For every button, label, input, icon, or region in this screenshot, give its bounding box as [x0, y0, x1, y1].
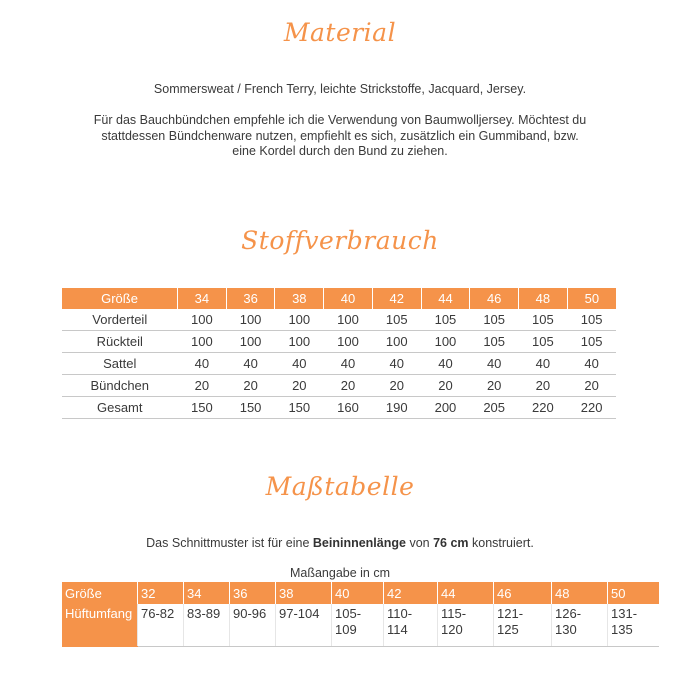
cell-line: 90-96: [233, 606, 267, 621]
cell-line: 125: [497, 622, 519, 637]
table-cell: 20: [275, 375, 324, 397]
table-cell: 100: [226, 331, 275, 353]
table-cell: 20: [519, 375, 568, 397]
hip-row-label: Hüftumfang: [62, 604, 138, 647]
inseam-text-c: von: [405, 536, 434, 550]
table-cell: 105: [567, 331, 616, 353]
size-column-header: Größe: [62, 582, 138, 604]
measure-table-header: [62, 582, 659, 604]
size-header-cell: 38: [275, 288, 324, 309]
cell-line: 83-89: [187, 606, 221, 621]
table-cell: 105: [519, 309, 568, 331]
table-cell: 20: [178, 375, 227, 397]
inseam-info-text: [40, 536, 640, 552]
row-label: Bündchen: [62, 375, 178, 397]
size-header-cell: 36: [230, 582, 276, 604]
inseam-text-e: konstruiert.: [468, 536, 534, 550]
table-cell: 220: [519, 397, 568, 419]
table-row: [62, 397, 616, 419]
table-cell: 100: [372, 331, 421, 353]
measure-heading: Maßtabelle: [265, 472, 415, 501]
table-cell: [276, 604, 332, 647]
table-row: [62, 309, 616, 331]
table-cell: 150: [178, 397, 227, 419]
table-cell: 105: [470, 309, 519, 331]
cell-line: 115-: [441, 606, 467, 621]
table-cell: [438, 604, 494, 647]
table-cell: 40: [275, 353, 324, 375]
cell-line: 97-104: [279, 606, 320, 621]
table-cell: 205: [470, 397, 519, 419]
material-fabrics-text: Sommersweat / French Terry, leichte Strickstoffe, Jacquard, Jersey.: [153, 82, 527, 96]
table-cell: [332, 604, 384, 647]
table-cell: 160: [324, 397, 373, 419]
waistband-line-1: Für das Bauchbündchen empfehle ich die Verwendung von Baumwolljersey. Möchtest du: [93, 113, 587, 127]
table-cell: 105: [470, 331, 519, 353]
table-cell: 20: [470, 375, 519, 397]
table-cell: 100: [178, 309, 227, 331]
cell-line: 131-: [611, 606, 638, 621]
fabric-heading: Stoffverbrauch: [241, 226, 439, 255]
table-cell: 100: [178, 331, 227, 353]
table-cell: 40: [372, 353, 421, 375]
table-cell: 40: [421, 353, 470, 375]
table-cell: 105: [567, 309, 616, 331]
size-header-cell: 46: [494, 582, 552, 604]
table-row: [62, 331, 616, 353]
row-label: Vorderteil: [62, 309, 178, 331]
waistband-line-3: eine Kordel durch den Bund zu ziehen.: [232, 144, 448, 158]
table-cell: 40: [324, 353, 373, 375]
table-cell: 40: [226, 353, 275, 375]
table-cell: [552, 604, 608, 647]
row-label: Rückteil: [62, 331, 178, 353]
table-cell: 20: [421, 375, 470, 397]
table-cell: 100: [226, 309, 275, 331]
measurement-table: [62, 582, 659, 647]
size-header-cell: 32: [138, 582, 184, 604]
hip-row: [62, 604, 659, 647]
size-header-cell: 36: [226, 288, 275, 309]
table-cell: 20: [226, 375, 275, 397]
table-cell: 40: [178, 353, 227, 375]
material-heading: Material: [283, 18, 397, 47]
cell-line: 120: [441, 622, 463, 637]
size-header-cell: 46: [470, 288, 519, 309]
table-cell: 200: [421, 397, 470, 419]
cell-line: 109: [335, 622, 357, 637]
fabric-consumption-table: [62, 288, 616, 419]
cell-line: 76-82: [141, 606, 175, 621]
inseam-length: 76 cm: [433, 536, 469, 550]
size-header-cell: 34: [178, 288, 227, 309]
table-cell: 100: [275, 309, 324, 331]
table-cell: 105: [372, 309, 421, 331]
size-header-cell: 38: [276, 582, 332, 604]
row-label: Sattel: [62, 353, 178, 375]
measure-caption: Maßangabe in cm: [289, 566, 391, 580]
table-cell: 20: [324, 375, 373, 397]
cell-line: 110-: [387, 606, 413, 621]
table-cell: 40: [470, 353, 519, 375]
table-cell: 150: [275, 397, 324, 419]
table-cell: 20: [372, 375, 421, 397]
table-cell: 100: [275, 331, 324, 353]
table-cell: [494, 604, 552, 647]
cell-line: 130: [555, 622, 577, 637]
size-header-cell: 40: [324, 288, 373, 309]
cell-line: 105-: [335, 606, 362, 621]
table-cell: [230, 604, 276, 647]
table-cell: 105: [421, 309, 470, 331]
table-cell: [184, 604, 230, 647]
table-row: [62, 375, 616, 397]
inseam-text-a: Das Schnittmuster ist für eine: [146, 536, 313, 550]
cell-line: 126-: [555, 606, 582, 621]
waistband-line-2: stattdessen Bündchenware nutzen, empfiehlt es sich, zusätzlich ein Gummiband, bzw.: [101, 128, 579, 143]
table-cell: 40: [567, 353, 616, 375]
size-header-cell: 44: [438, 582, 494, 604]
table-cell: [138, 604, 184, 647]
size-header-cell: 50: [567, 288, 616, 309]
table-cell: 220: [567, 397, 616, 419]
table-cell: 100: [421, 331, 470, 353]
cell-line: 114: [387, 622, 408, 637]
table-cell: 100: [324, 331, 373, 353]
table-cell: [384, 604, 438, 647]
table-cell: [608, 604, 660, 647]
table-cell: 105: [519, 331, 568, 353]
size-header-cell: 40: [332, 582, 384, 604]
fabric-table-header: [62, 288, 616, 309]
size-header-cell: 50: [608, 582, 660, 604]
cell-line: 121-: [497, 606, 524, 621]
size-header-cell: 48: [552, 582, 608, 604]
cell-line: 135: [611, 622, 633, 637]
size-header-cell: 48: [519, 288, 568, 309]
table-cell: 100: [324, 309, 373, 331]
table-row: [62, 353, 616, 375]
table-cell: 40: [519, 353, 568, 375]
table-cell: 150: [226, 397, 275, 419]
table-cell: 20: [567, 375, 616, 397]
size-column-header: Größe: [62, 288, 178, 309]
material-waistband-text: [40, 113, 640, 160]
table-cell: 190: [372, 397, 421, 419]
size-header-cell: 42: [384, 582, 438, 604]
size-header-cell: 44: [421, 288, 470, 309]
size-header-cell: 34: [184, 582, 230, 604]
row-label: Gesamt: [62, 397, 178, 419]
size-header-cell: 42: [372, 288, 421, 309]
inseam-term: Beininnenlänge: [312, 536, 406, 550]
